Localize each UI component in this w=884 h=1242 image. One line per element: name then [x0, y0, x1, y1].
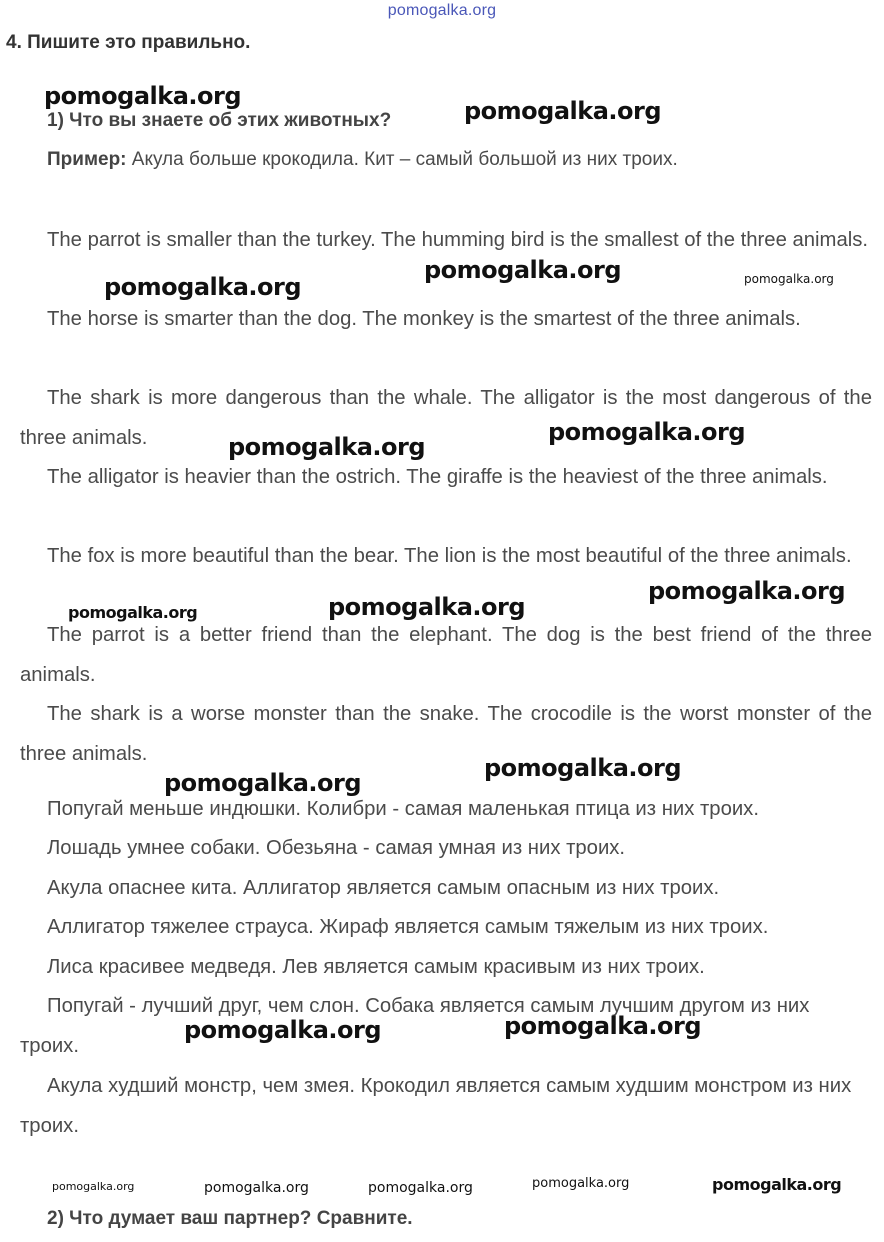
english-sentence-7: The shark is a worse monster than the snake. The crocodile is the worst monster of the three animals. — [20, 703, 872, 765]
watermark: pomogalka.org — [204, 1180, 309, 1196]
watermark: pomogalka.org — [712, 1175, 842, 1194]
watermark: pomogalka.org — [424, 256, 622, 284]
site-header: pomogalka.org — [387, 2, 497, 19]
english-sentence-6: The parrot is a better friend than the elephant. The dog is the best friend of the three animals. — [20, 624, 872, 686]
english-sentence-5: The fox is more beautiful than the bear. The lion is the most beautiful of the three animals. — [47, 545, 852, 567]
watermark: pomogalka.org — [464, 97, 662, 125]
watermark: pomogalka.org — [52, 1180, 135, 1193]
russian-sentence-2: Лошадь умнее собаки. Обезьяна - самая умная из них троих. — [47, 837, 626, 859]
watermark: pomogalka.org — [164, 769, 362, 797]
russian-sentence-4: Аллигатор тяжелее страуса. Жираф является самым тяжелым из них троих. — [47, 916, 769, 938]
watermark: pomogalka.org — [44, 82, 242, 110]
watermark: pomogalka.org — [504, 1012, 702, 1040]
example-line — [47, 149, 678, 171]
russian-sentence-6: Попугай - лучший друг, чем слон. Собака является самым лучшим другом из них троих. — [20, 995, 810, 1057]
example-label: Пример: — [47, 149, 127, 170]
watermark: pomogalka.org — [328, 593, 526, 621]
question-1: 1) Что вы знаете об этих животных? — [47, 110, 392, 131]
english-sentence-3: The shark is more dangerous than the whale. The alligator is the most dangerous of the three animals. — [20, 387, 872, 449]
russian-sentence-1: Попугай меньше индюшки. Колибри - самая маленькая птица из них троих. — [47, 798, 759, 820]
english-sentence-2: The horse is smarter than the dog. The monkey is the smartest of the three animals. — [47, 308, 801, 330]
russian-sentence-5: Лиса красивее медведя. Лев является самым красивым из них троих. — [47, 956, 705, 978]
watermark: pomogalka.org — [104, 273, 302, 301]
watermark: pomogalka.org — [532, 1176, 630, 1191]
watermark: pomogalka.org — [484, 754, 682, 782]
russian-sentence-7: Акула худший монстр, чем змея. Крокодил является самым худшим монстром из них троих. — [20, 1075, 852, 1137]
watermark: pomogalka.org — [744, 272, 834, 286]
russian-sentence-3: Акула опаснее кита. Аллигатор является самым опасным из них троих. — [47, 877, 720, 899]
watermark: pomogalka.org — [228, 433, 426, 461]
example-text: Акула больше крокодила. Кит – самый большой из них троих. — [126, 149, 678, 170]
english-sentence-1: The parrot is smaller than the turkey. The humming bird is the smallest of the three animals. — [47, 229, 869, 251]
english-sentence-4: The alligator is heavier than the ostrich. The giraffe is the heaviest of the three animals. — [47, 466, 828, 488]
watermark: pomogalka.org — [648, 577, 846, 605]
question-2: 2) Что думает ваш партнер? Сравните. — [47, 1208, 413, 1229]
task-title: 4. Пишите это правильно. — [6, 32, 251, 53]
watermark: pomogalka.org — [368, 1180, 473, 1196]
watermark: pomogalka.org — [68, 603, 198, 622]
watermark: pomogalka.org — [548, 418, 746, 446]
watermark: pomogalka.org — [184, 1016, 382, 1044]
